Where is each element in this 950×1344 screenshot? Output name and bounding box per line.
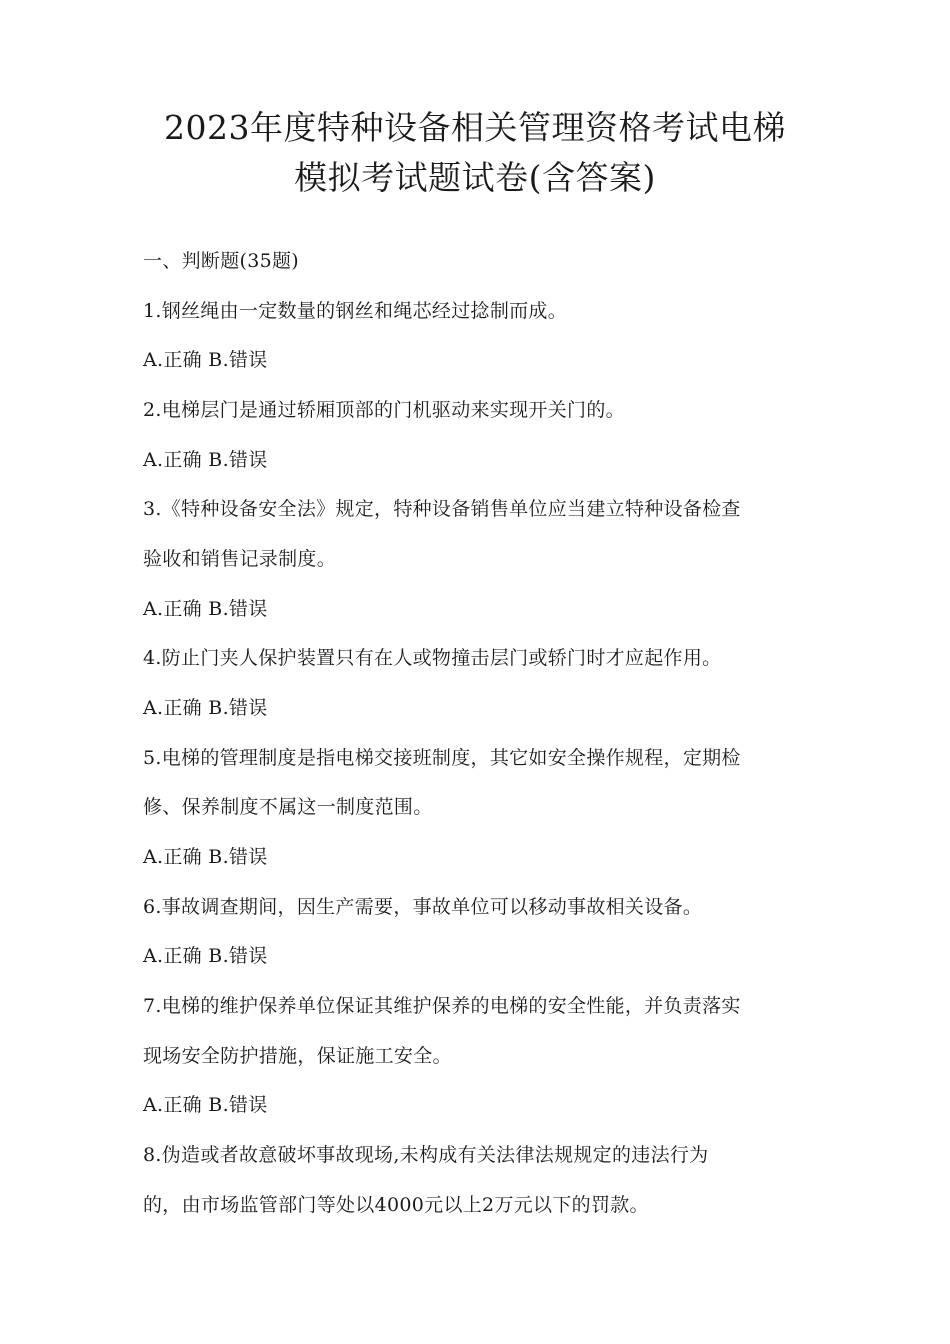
question-7-text-line-1: 7.电梯的维护保养单位保证其维护保养的电梯的安全性能，并负责落实 <box>143 995 741 1017</box>
question-8-text-line-2: 的，由市场监管部门等处以4000元以上2万元以下的罚款。 <box>143 1194 649 1216</box>
question-2-text: 2.电梯层门是通过轿厢顶部的门机驱动来实现开关门的。 <box>143 399 625 421</box>
question-6-choices: A.正确 B.错误 <box>143 945 268 967</box>
question-4-choices: A.正确 B.错误 <box>143 697 268 719</box>
question-7-text-line-2: 现场安全防护措施，保证施工安全。 <box>143 1045 452 1067</box>
question-5-text-line-2: 修、保养制度不属这一制度范围。 <box>143 796 433 818</box>
question-1-text: 1.钢丝绳由一定数量的钢丝和绳芯经过捻制而成。 <box>143 300 568 322</box>
question-8-text-line-1: 8.伪造或者故意破坏事故现场,未构成有关法律法规规定的违法行为 <box>143 1144 709 1166</box>
question-5-choices: A.正确 B.错误 <box>143 846 268 868</box>
question-4-text: 4.防止门夹人保护装置只有在人或物撞击层门或轿门时才应起作用。 <box>143 647 722 669</box>
document-title-line-1: 2023年度特种设备相关管理资格考试电梯 <box>164 108 786 147</box>
question-6-text: 6.事故调查期间，因生产需要，事故单位可以移动事故相关设备。 <box>143 896 703 918</box>
question-3-choices: A.正确 B.错误 <box>143 598 268 620</box>
question-2-choices: A.正确 B.错误 <box>143 449 268 471</box>
question-1-choices: A.正确 B.错误 <box>143 349 268 371</box>
question-3-text-line-2: 验收和销售记录制度。 <box>143 548 337 570</box>
question-7-choices: A.正确 B.错误 <box>143 1094 268 1116</box>
document-title-line-2: 模拟考试题试卷(含答案) <box>294 158 656 197</box>
section-heading: 一、判断题(35题) <box>143 250 300 272</box>
question-5-text-line-1: 5.电梯的管理制度是指电梯交接班制度，其它如安全操作规程，定期检 <box>143 747 741 769</box>
question-3-text-line-1: 3.《特种设备安全法》规定，特种设备销售单位应当建立特种设备检查 <box>143 498 741 520</box>
